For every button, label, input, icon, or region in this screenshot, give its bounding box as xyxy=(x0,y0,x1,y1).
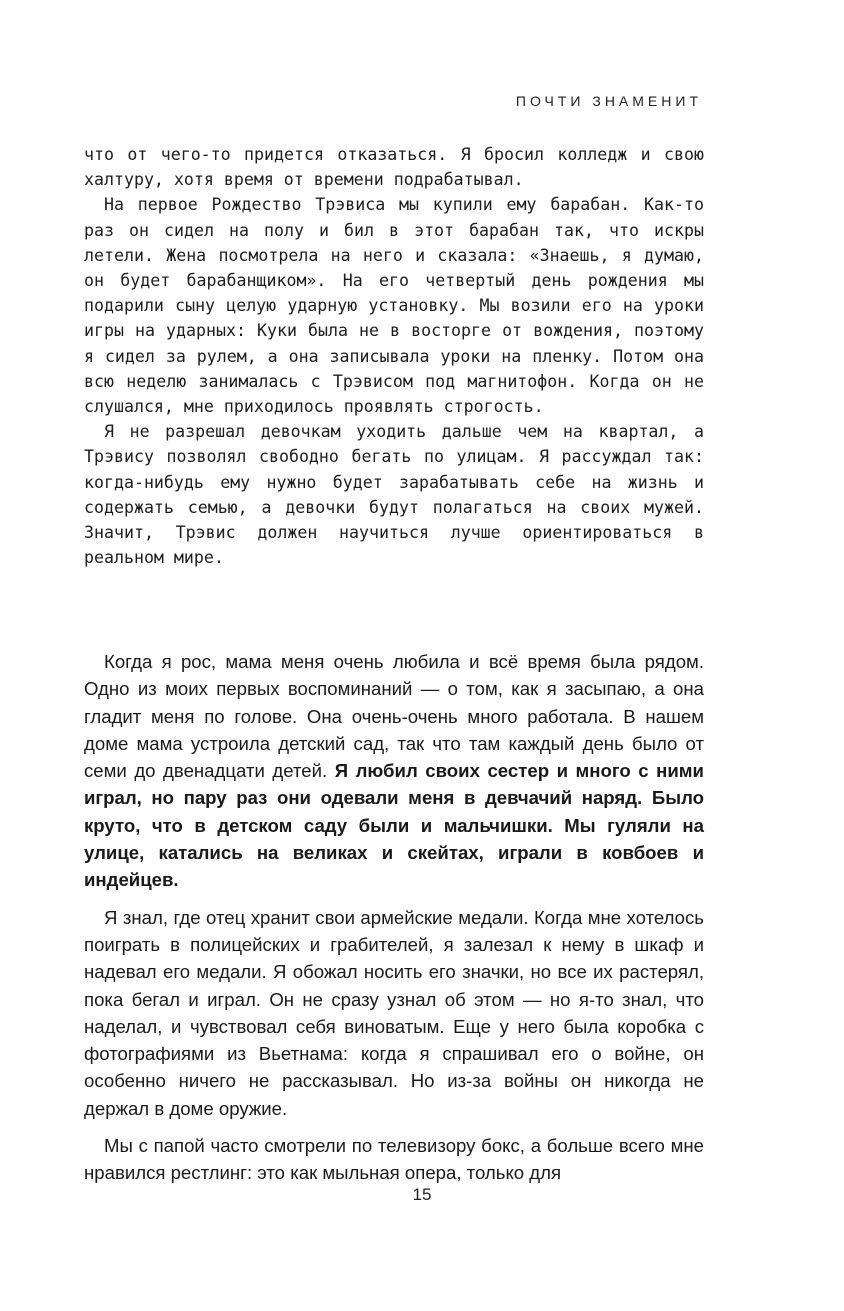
paragraph: Я не разрешал девочкам уходить дальше чем на квартал, а Трэвису позволял свободно бегать по улицам. Я рассуждал так: когда-нибудь ему нужно будет зарабатывать себе на жизнь и содержать семью, а девочки будут полагаться на своих мужей. Значит, Трэвис должен научиться лучше ориентироваться в реальном мире. xyxy=(84,422,704,568)
page-number: 15 xyxy=(412,1185,432,1204)
paragraph: что от чего-то придется отказаться. Я бросил колледж и свою халтуру, хотя время от времени подрабатывал. xyxy=(84,145,704,190)
paragraph: Мы с папой часто смотрели по телевизору бокс, а больше всего мне нравился рестлинг: это как мыльная опера, только для xyxy=(84,1135,704,1184)
running-title: ПОЧТИ ЗНАМЕНИТ xyxy=(515,93,702,109)
paragraph-bold-text: Я любил своих сестер и много с ними играл, но пару раз они одевали меня в девчачий наряд. Было круто, что в детском саду были и мальчишки. Мы гуляли на улице, катались на великах и скейтах, играли в ковбоев и индейцев. xyxy=(84,760,704,891)
paragraph: Я знал, где отец хранит свои армейские медали. Когда мне хотелось поиграть в полицейских и грабителей, я залезал к нему в шкаф и надевал его медали. Я обожал носить его значки, но все их растерял, пока бегал и играл. Он не сразу узнал об этом — но я-то знал, что наделал, и чувствовал себя виноватым. Еще у него была коробка с фотографиями из Вьетнама: когда я спрашивал его о войне, он особенно ничего не рассказывал. Но из-за войны он никогда не держал в доме оружие. xyxy=(84,906,704,1119)
paragraph xyxy=(84,648,704,894)
narrative-text-section xyxy=(84,648,704,1197)
paragraph-regular-text: Когда я рос, мама меня очень любила и всё время была рядом. Одно из моих первых воспоминаний — о том, как я засыпаю, а она гладит меня по голове. Она очень-очень много работала. В нашем доме мама устроила детский сад, так что там каждый день было от семи до двенадцати детей. xyxy=(84,651,704,782)
typewriter-text-section xyxy=(84,142,704,570)
paragraph: На первое Рождество Трэвиса мы купили ему барабан. Как-то раз он сидел на полу и бил в этот барабан так, что искры летели. Жена посмотрела на него и сказала: «Знаешь, я думаю, он будет барабанщиком». На его четвертый день рождения мы подарили сыну целую ударную установку. Мы возили его на уроки игры на ударных: Куки была не в восторге от вождения, поэтому я сидел за рулем, а она записывала уроки на пленку. Потом она всю неделю занималась с Трэвисом под магнитофон. Когда он не слушался, мне приходилось проявлять строгость. xyxy=(84,195,704,417)
